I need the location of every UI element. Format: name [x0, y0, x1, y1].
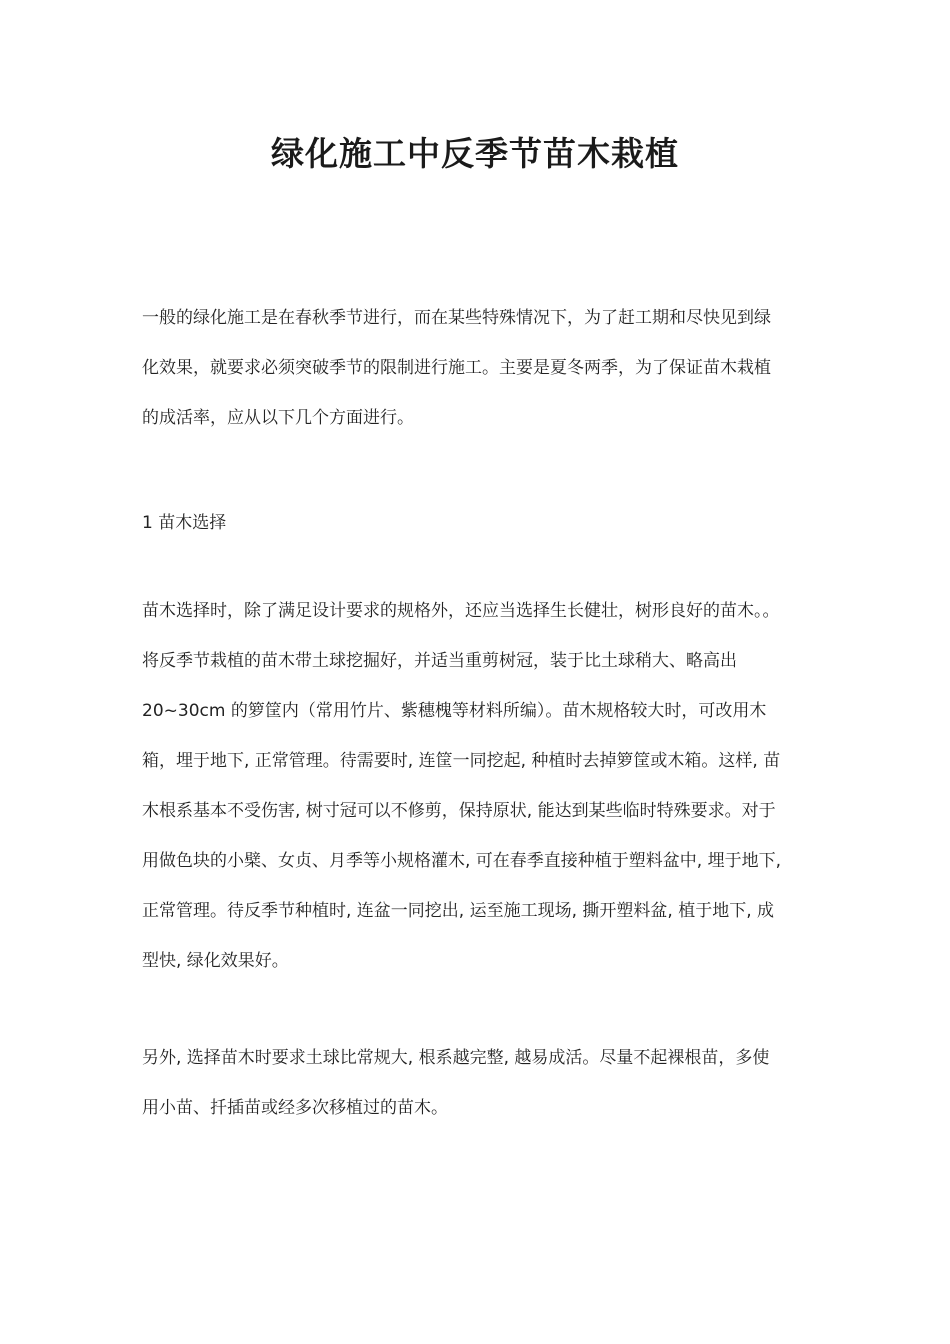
intro-line-3: 的成活率，应从以下几个方面进行。 — [142, 408, 414, 428]
paragraph-line-1: 另外, 选择苗木时要求土球比常规大, 根系越完整, 越易成活。尽量不起裸根苗，多使 — [142, 1048, 770, 1068]
paragraph-line-7: 正常管理。待反季节种植时, 连盆一同挖出, 运至施工现场, 撕开塑料盆, 植于地下, 成 — [142, 901, 775, 921]
paragraph-line-4: 箱，埋于地下, 正常管理。待需要时, 连筐一同挖起, 种植时去掉箩筐或木箱。这样, 苗 — [142, 751, 781, 771]
paragraph-line-2: 将反季节栽植的苗木带土球挖掘好，并适当重剪树冠，装于比土球稍大、略高出 — [142, 651, 737, 671]
paragraph-line-1: 苗木选择时，除了满足设计要求的规格外，还应当选择生长健壮，树形良好的苗木。。 — [142, 601, 780, 621]
paragraph-line-8: 型快, 绿化效果好。 — [142, 951, 289, 971]
intro-line-2: 化效果，就要求必须突破季节的限制进行施工。主要是夏冬两季，为了保证苗木栽植 — [142, 358, 771, 378]
intro-paragraph — [142, 293, 832, 443]
section-heading — [142, 498, 832, 548]
section-paragraph-1 — [142, 586, 832, 986]
document-title: 绿化施工中反季节苗木栽植 — [271, 134, 679, 174]
paragraph-line-3: 20~30cm 的箩筐内（常用竹片、紫穗槐等材料所编）。苗木规格较大时，可改用木 — [142, 701, 767, 721]
paragraph-line-6: 用做色块的小檗、女贞、月季等小规格灌木, 可在春季直接种植于塑料盆中, 埋于地下, — [142, 851, 782, 871]
paragraph-line-5: 木根系基本不受伤害, 树寸冠可以不修剪，保持原状, 能达到某些临时特殊要求。对于 — [142, 801, 776, 821]
intro-line-1: 一般的绿化施工是在春秋季节进行，而在某些特殊情况下，为了赶工期和尽快见到绿 — [142, 308, 771, 328]
paragraph-line-2: 用小苗、扦插苗或经多次移植过的苗木。 — [142, 1098, 448, 1118]
section-heading-text: 1 苗木选择 — [142, 513, 227, 533]
section-paragraph-2 — [142, 1033, 832, 1133]
